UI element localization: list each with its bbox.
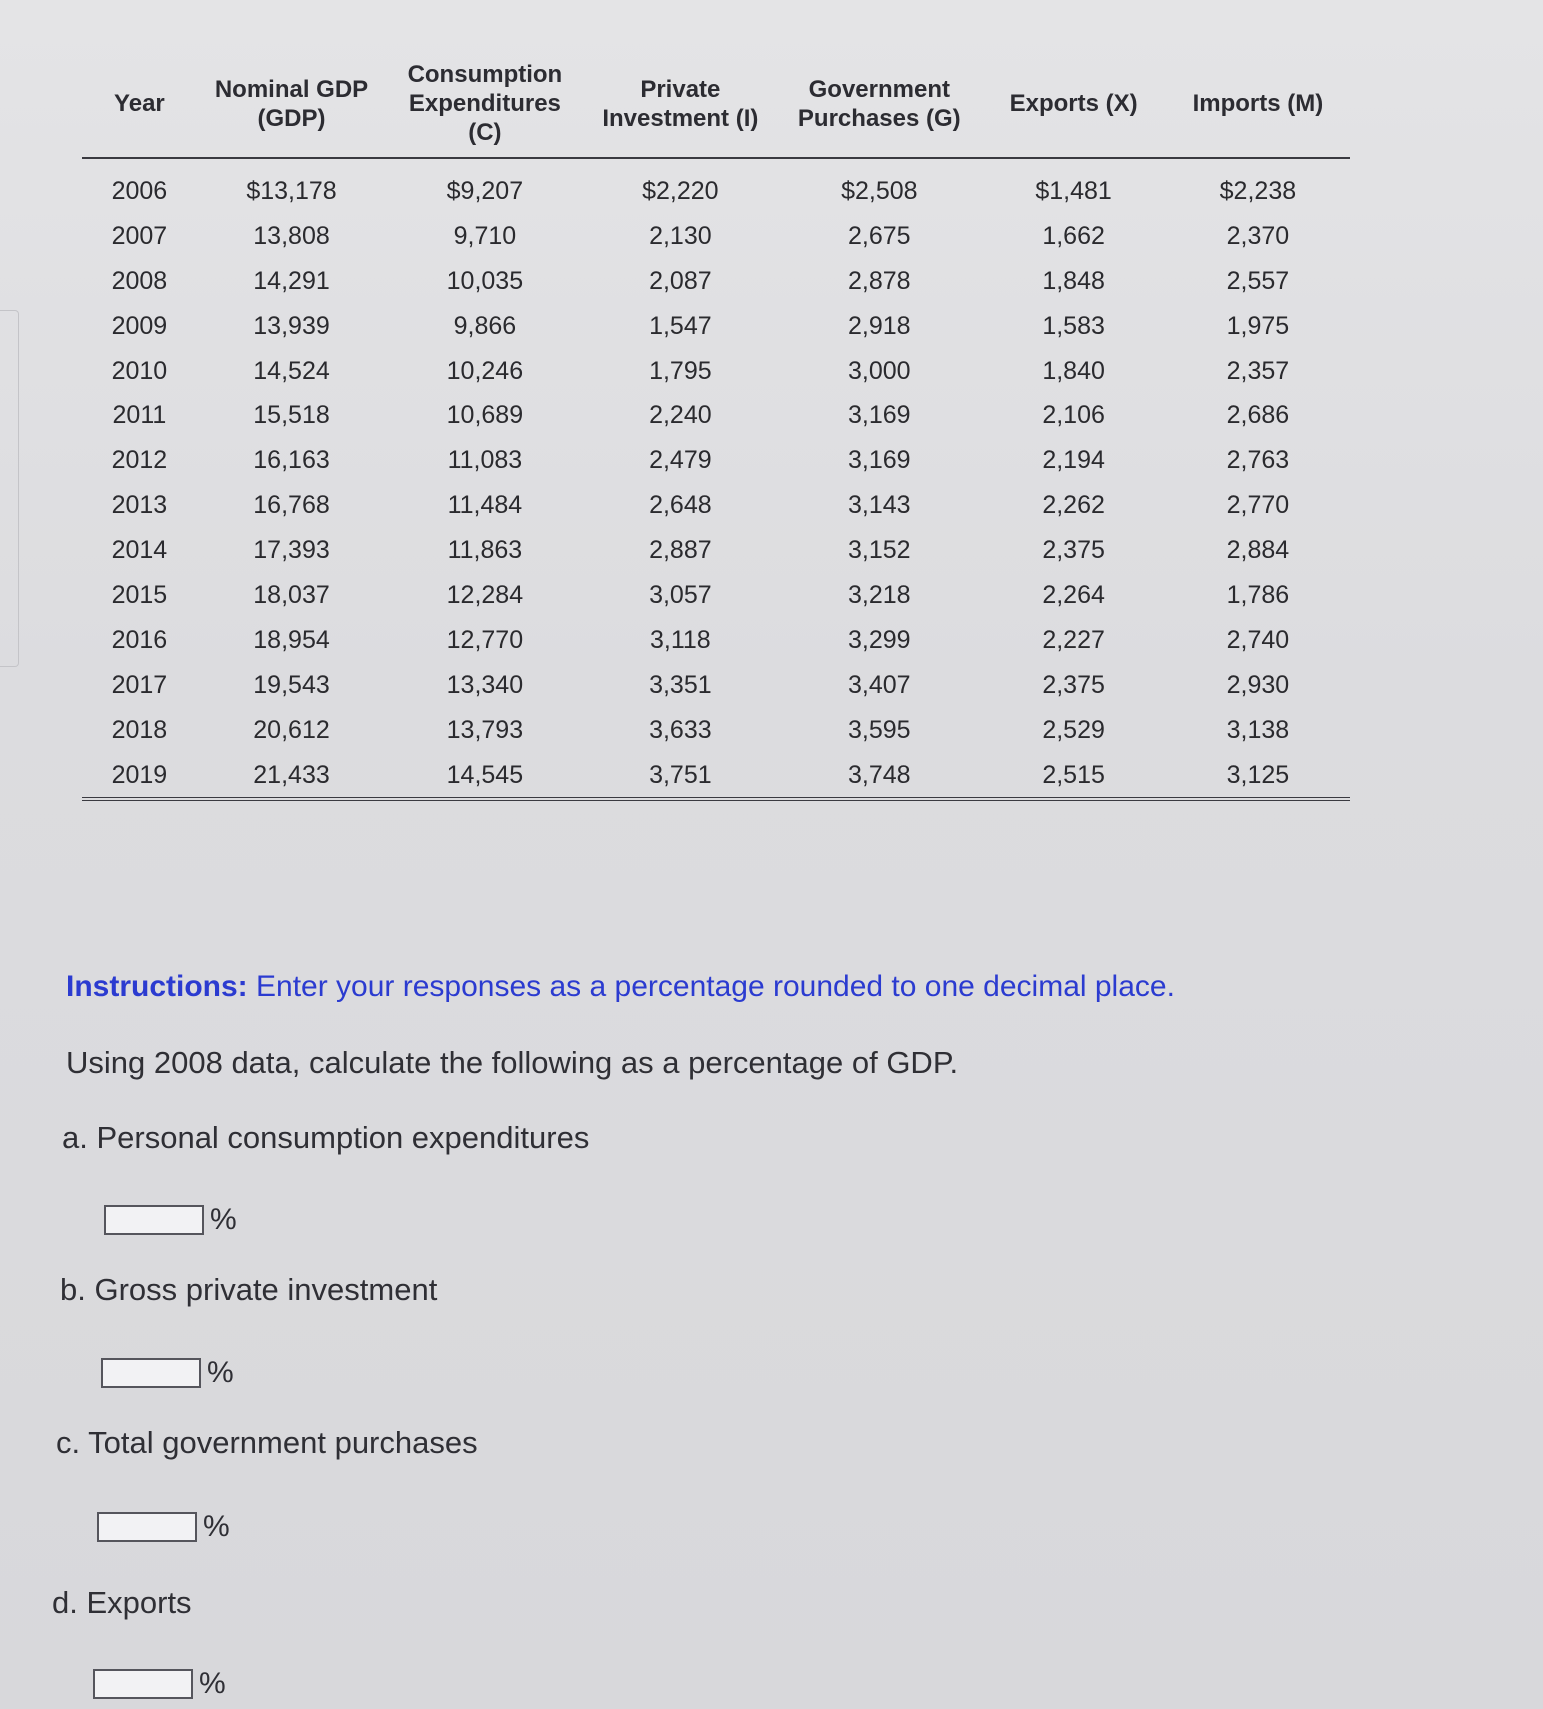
table-row (82, 483, 1350, 528)
cell-exports: 2,106 (1042, 401, 1105, 430)
cell-year: 2013 (111, 491, 168, 520)
cell-nominal-gdp: 17,393 (253, 536, 330, 565)
cell-nominal-gdp: 18,037 (253, 580, 330, 609)
cell-year: 2006 (111, 176, 168, 205)
table-row (82, 708, 1350, 753)
header-consumption-text: Consumption Expenditures (C) (407, 61, 563, 146)
cell-private-investment: 2,130 (649, 221, 712, 250)
cell-consumption: 11,863 (447, 536, 523, 565)
cell-government-purchases: 2,675 (848, 221, 911, 250)
cell-nominal-gdp: 21,433 (197, 753, 386, 800)
cell-nominal-gdp: 15,518 (253, 401, 330, 430)
question-b-label: b. Gross private investment (60, 1272, 438, 1307)
table-row (82, 349, 1350, 394)
cell-private-investment: 2,240 (649, 401, 712, 430)
header-imports: Imports (M) (1166, 60, 1350, 158)
cell-exports: $1,481 (1035, 176, 1112, 205)
header-year: Year (82, 60, 197, 158)
table-row (82, 528, 1350, 573)
cell-nominal-gdp: 14,291 (253, 266, 330, 295)
cell-private-investment: 1,795 (649, 356, 712, 385)
cell-imports: 2,740 (1226, 625, 1290, 654)
answer-b-percent-sign: % (207, 1356, 234, 1389)
cell-private-investment: 3,633 (649, 715, 712, 744)
cell-exports: 1,662 (1042, 221, 1105, 250)
cell-nominal-gdp: 20,612 (253, 715, 330, 744)
cell-private-investment: 2,479 (649, 446, 712, 475)
cell-imports: 2,557 (1226, 266, 1290, 295)
cell-exports: 1,848 (1042, 266, 1105, 295)
cell-government-purchases: $2,508 (841, 176, 918, 205)
cell-private-investment: $2,220 (642, 176, 719, 205)
table-body (82, 158, 1350, 799)
cell-nominal-gdp: 14,524 (253, 356, 330, 385)
instructions (66, 970, 1175, 1004)
cell-nominal-gdp: 18,954 (253, 625, 330, 654)
header-private-investment-text: Private Investment (I) (602, 75, 759, 132)
cell-government-purchases: 3,218 (848, 580, 911, 609)
answer-a-percent-sign: % (210, 1203, 237, 1236)
cell-year: 2017 (111, 670, 168, 699)
cell-private-investment: 2,648 (649, 491, 712, 520)
table-header-row (82, 60, 1350, 158)
cell-imports: 2,884 (1226, 536, 1290, 565)
table-row (82, 259, 1350, 304)
screen-edge-mark (0, 310, 19, 667)
instructions-text: Enter your responses as a percentage rounded to one decimal place. (256, 970, 1175, 1003)
cell-imports: 2,763 (1226, 446, 1290, 475)
cell-year: 2016 (111, 625, 168, 654)
cell-imports: 3,138 (1226, 715, 1290, 744)
header-nominal-gdp-text: Nominal GDP (GDP) (214, 75, 369, 132)
cell-consumption: 10,035 (446, 266, 524, 295)
answer-d-input[interactable] (93, 1669, 193, 1699)
cell-exports: 2,375 (1042, 670, 1105, 699)
cell-government-purchases: 3,748 (777, 753, 981, 800)
cell-government-purchases: 3,407 (848, 670, 911, 699)
table-row (82, 438, 1350, 483)
cell-exports: 2,227 (1042, 625, 1105, 654)
cell-private-investment: 2,087 (649, 266, 712, 295)
cell-imports: 2,357 (1226, 356, 1290, 385)
cell-year: 2018 (111, 715, 168, 744)
cell-private-investment: 3,351 (649, 670, 712, 699)
cell-exports: 2,194 (1042, 446, 1105, 475)
cell-private-investment: 2,887 (649, 536, 712, 565)
answer-d-percent-sign: % (199, 1667, 226, 1700)
cell-consumption: 13,340 (446, 670, 524, 699)
cell-consumption: 12,770 (446, 625, 524, 654)
question-d-answer (93, 1667, 226, 1701)
cell-consumption: 11,484 (447, 491, 523, 520)
table-row (82, 618, 1350, 663)
cell-nominal-gdp: 16,768 (253, 491, 330, 520)
cell-exports: 2,515 (981, 753, 1165, 800)
table-row (82, 158, 1350, 214)
table-row (82, 663, 1350, 708)
header-exports: Exports (X) (981, 60, 1165, 158)
cell-private-investment: 3,751 (584, 753, 778, 800)
answer-b-input[interactable] (101, 1358, 201, 1388)
table-row (82, 393, 1350, 438)
cell-year: 2015 (111, 580, 168, 609)
header-consumption (386, 60, 583, 158)
cell-exports: 2,264 (1042, 580, 1105, 609)
cell-private-investment: 1,547 (649, 311, 712, 340)
cell-nominal-gdp: 13,939 (253, 311, 330, 340)
cell-private-investment: 3,118 (650, 625, 711, 654)
answer-c-percent-sign: % (203, 1510, 230, 1543)
cell-imports: 2,686 (1226, 401, 1290, 430)
gdp-data-table (82, 60, 1350, 801)
cell-government-purchases: 2,878 (848, 266, 911, 295)
instructions-label: Instructions: (66, 970, 248, 1003)
table-row (82, 573, 1350, 618)
cell-year: 2008 (111, 266, 168, 295)
cell-year: 2012 (111, 446, 168, 475)
cell-government-purchases: 3,152 (848, 536, 911, 565)
cell-consumption: 11,083 (447, 446, 523, 475)
cell-imports: 3,125 (1166, 753, 1350, 800)
cell-government-purchases: 3,169 (848, 446, 911, 475)
cell-government-purchases: 3,143 (848, 491, 911, 520)
question-c-answer (97, 1510, 230, 1544)
cell-consumption: 10,689 (446, 401, 524, 430)
cell-year: 2010 (111, 356, 168, 385)
header-government-purchases-text: Government Purchases (G) (797, 75, 961, 132)
cell-nominal-gdp: 13,808 (253, 221, 330, 250)
cell-consumption: 10,246 (446, 356, 524, 385)
cell-nominal-gdp: 19,543 (253, 670, 330, 699)
cell-year: 2011 (112, 401, 167, 430)
cell-government-purchases: 3,595 (848, 715, 911, 744)
cell-imports: 2,370 (1226, 221, 1290, 250)
cell-exports: 2,375 (1042, 536, 1105, 565)
cell-government-purchases: 2,918 (848, 311, 911, 340)
cell-exports: 2,529 (1042, 715, 1105, 744)
question-b-answer (101, 1356, 234, 1390)
cell-consumption: 14,545 (386, 753, 583, 800)
cell-consumption: 12,284 (446, 580, 524, 609)
cell-imports: 2,930 (1226, 670, 1290, 699)
question-a-label: a. Personal consumption expenditures (62, 1120, 590, 1155)
cell-imports: 2,770 (1226, 491, 1290, 520)
cell-private-investment: 3,057 (649, 580, 712, 609)
cell-year: 2014 (111, 536, 168, 565)
cell-imports: 1,975 (1226, 311, 1290, 340)
question-prompt: Using 2008 data, calculate the following as a percentage of GDP. (66, 1045, 959, 1080)
question-a-answer (104, 1203, 237, 1237)
cell-consumption: 9,866 (453, 311, 517, 340)
cell-year: 2007 (111, 221, 168, 250)
cell-exports: 1,840 (1042, 356, 1105, 385)
cell-nominal-gdp: $13,178 (246, 176, 337, 205)
cell-imports: $2,238 (1219, 176, 1297, 205)
cell-consumption: $9,207 (446, 176, 524, 205)
cell-year: 2019 (82, 753, 197, 800)
cell-government-purchases: 3,000 (848, 356, 911, 385)
header-private-investment (584, 60, 778, 158)
table-row (82, 304, 1350, 349)
answer-a-input[interactable] (104, 1205, 204, 1235)
cell-exports: 2,262 (1042, 491, 1105, 520)
cell-year: 2009 (111, 311, 168, 340)
question-d-label: d. Exports (52, 1585, 192, 1620)
cell-nominal-gdp: 16,163 (253, 446, 330, 475)
header-nominal-gdp (197, 60, 386, 158)
table-row (82, 214, 1350, 259)
header-government-purchases (777, 60, 981, 158)
answer-c-input[interactable] (97, 1512, 197, 1542)
question-c-label: c. Total government purchases (56, 1425, 478, 1460)
table-row (82, 753, 1350, 800)
cell-imports: 1,786 (1226, 580, 1290, 609)
cell-government-purchases: 3,169 (848, 401, 911, 430)
cell-consumption: 13,793 (446, 715, 524, 744)
cell-exports: 1,583 (1042, 311, 1105, 340)
cell-consumption: 9,710 (453, 221, 517, 250)
cell-government-purchases: 3,299 (848, 625, 911, 654)
